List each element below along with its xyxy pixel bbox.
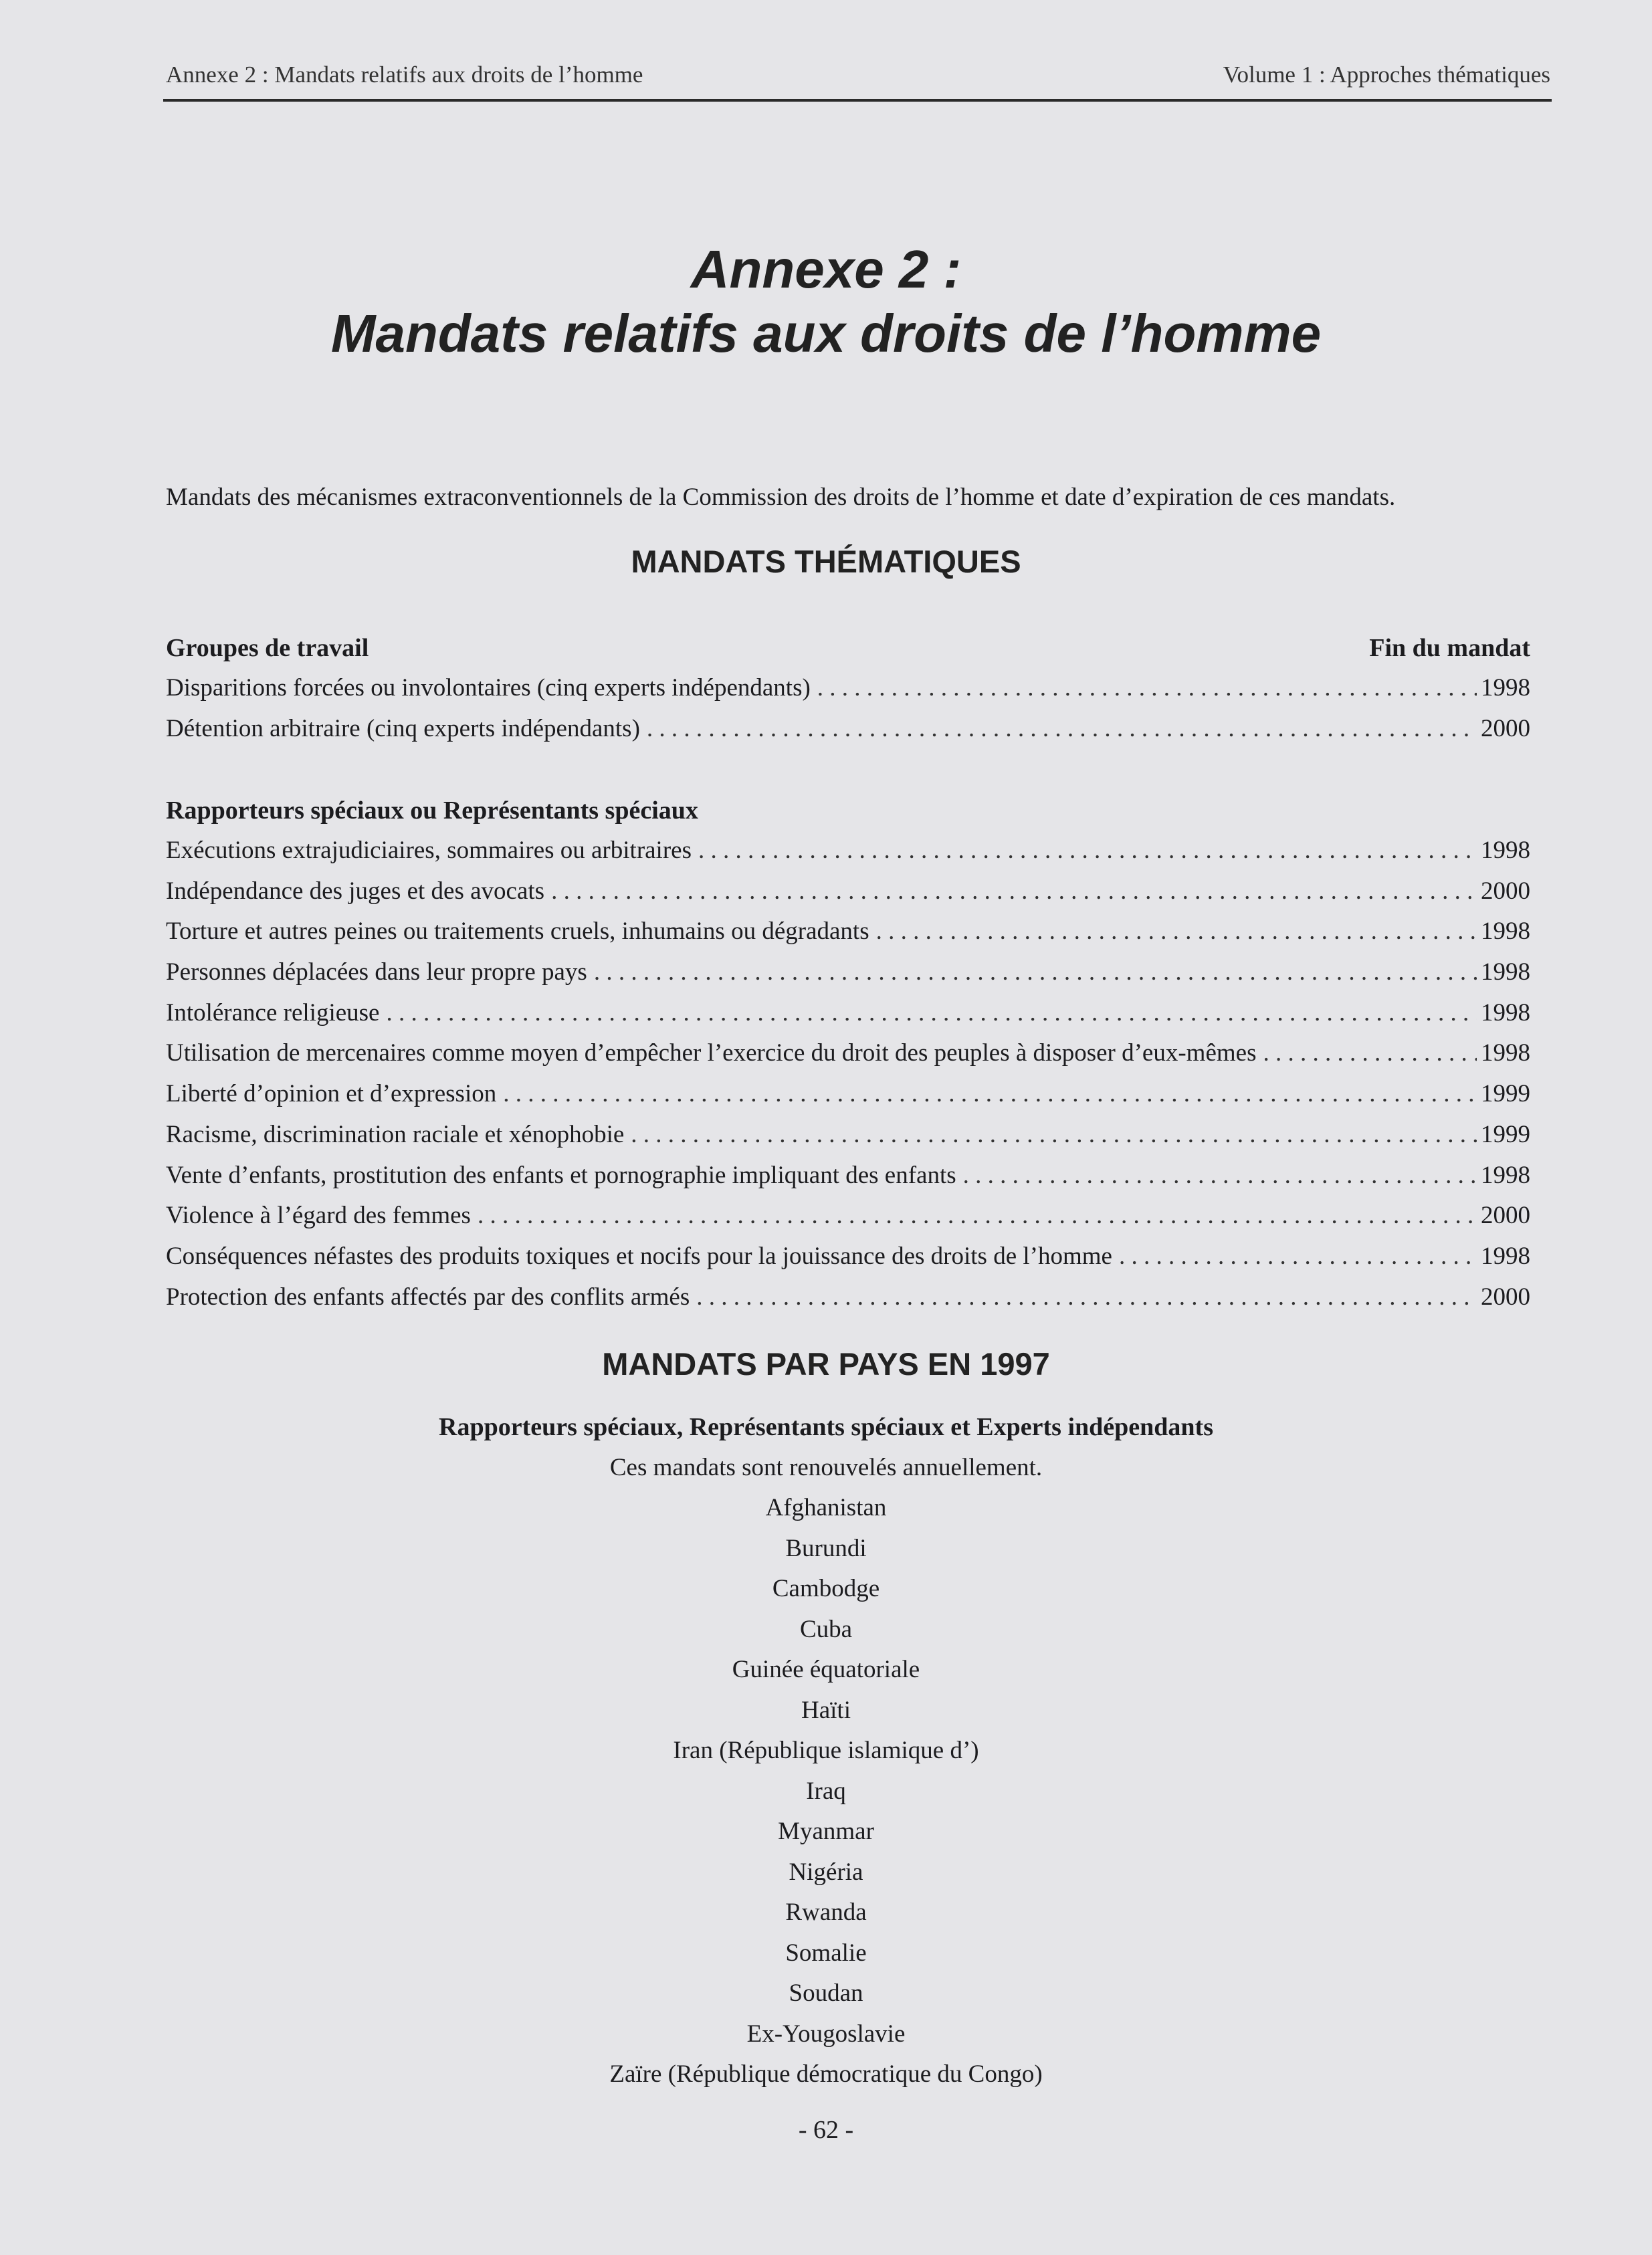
intro-paragraph: Mandats des mécanismes extraconventionnels de la Commission des droits de l’homme et date d’expiration de ces mandats. bbox=[166, 484, 1396, 511]
mandate-entry bbox=[166, 831, 1530, 871]
mandate-end-year: 1998 bbox=[1481, 998, 1530, 1027]
dot-leader bbox=[876, 911, 1477, 952]
dot-leader bbox=[631, 1115, 1477, 1155]
mandate-label: Conséquences néfastes des produits toxiques et nocifs pour la jouissance des droits de l’homme bbox=[166, 1242, 1112, 1270]
dot-leader bbox=[1119, 1237, 1477, 1277]
mandate-end-year: 1998 bbox=[1481, 1161, 1530, 1189]
mandate-end-year: 1998 bbox=[1481, 918, 1530, 946]
dot-leader bbox=[647, 709, 1477, 749]
dot-leader bbox=[551, 871, 1477, 911]
rapporteurs-heading: Rapporteurs spéciaux ou Représentants spéciaux bbox=[166, 796, 698, 825]
working-groups-heading: Groupes de travail bbox=[166, 634, 369, 662]
dot-leader bbox=[594, 952, 1477, 992]
mandate-end-year: 1998 bbox=[1481, 1039, 1530, 1067]
mandate-entry bbox=[166, 1196, 1530, 1237]
running-header-right: Volume 1 : Approches thématiques bbox=[1223, 62, 1550, 88]
header-rule bbox=[163, 99, 1552, 102]
mandate-label: Personnes déplacées dans leur propre pays bbox=[166, 958, 587, 986]
country-item: Soudan bbox=[789, 1979, 863, 2007]
country-item: Afghanistan bbox=[765, 1494, 887, 1521]
country-item: Somalie bbox=[785, 1939, 867, 1967]
mandate-end-year: 1999 bbox=[1481, 1120, 1530, 1148]
mandate-label: Vente d’enfants, prostitution des enfants et pornographie impliquant des enfants bbox=[166, 1161, 956, 1189]
mandate-label: Violence à l’égard des femmes bbox=[166, 1202, 471, 1230]
country-list bbox=[0, 1488, 1652, 2095]
mandate-label: Protection des enfants affectés par des conflits armés bbox=[166, 1283, 690, 1311]
mandate-entry bbox=[166, 871, 1530, 912]
mandate-label: Liberté d’opinion et d’expression bbox=[166, 1080, 497, 1108]
working-groups-list bbox=[166, 628, 1530, 749]
country-item: Burundi bbox=[785, 1534, 867, 1562]
country-item: Ex-Yougoslavie bbox=[746, 2020, 906, 2048]
mandate-entry bbox=[166, 911, 1530, 952]
mandate-entry bbox=[166, 993, 1530, 1034]
mandate-end-year: 1998 bbox=[1481, 958, 1530, 986]
dot-leader bbox=[963, 1156, 1477, 1196]
mandate-label: Torture et autres peines ou traitements cruels, inhumains ou dégradants bbox=[166, 918, 869, 946]
country-item: Rwanda bbox=[785, 1899, 867, 1926]
mandate-end-year: 2000 bbox=[1481, 877, 1530, 905]
country-subheading: Rapporteurs spéciaux, Représentants spéciaux et Experts indépendants bbox=[439, 1413, 1213, 1441]
mandate-entry bbox=[166, 1074, 1530, 1115]
mandate-label: Exécutions extrajudiciaires, sommaires ou arbitraires bbox=[166, 837, 692, 864]
mandate-entry bbox=[166, 952, 1530, 993]
mandate-entry bbox=[166, 1033, 1530, 1074]
title-line-2: Mandats relatifs aux droits de l’homme bbox=[330, 304, 1322, 363]
thematic-heading: MANDATS THÉMATIQUES bbox=[631, 544, 1021, 579]
mandate-label: Disparitions forcées ou involontaires (cinq experts indépendants) bbox=[166, 674, 811, 702]
dot-leader bbox=[386, 993, 1477, 1033]
working-groups-header bbox=[166, 628, 1530, 668]
rapporteurs-list bbox=[166, 790, 1530, 1317]
mandate-entry bbox=[166, 1115, 1530, 1156]
page-number: - 62 - bbox=[798, 2116, 854, 2144]
mandate-end-year: 2000 bbox=[1481, 1202, 1530, 1230]
country-item: Nigéria bbox=[789, 1858, 863, 1886]
dot-leader bbox=[817, 668, 1477, 708]
country-item: Myanmar bbox=[778, 1818, 874, 1845]
country-mandates bbox=[0, 1407, 1652, 2095]
end-of-mandate-column-head: Fin du mandat bbox=[1369, 634, 1530, 662]
running-header bbox=[166, 62, 1550, 88]
running-header-left: Annexe 2 : Mandats relatifs aux droits de l’homme bbox=[166, 62, 643, 88]
mandate-label: Racisme, discrimination raciale et xénophobie bbox=[166, 1120, 625, 1148]
dot-leader bbox=[696, 1277, 1477, 1317]
mandate-end-year: 1999 bbox=[1481, 1080, 1530, 1108]
country-item: Zaïre (République démocratique du Congo) bbox=[609, 2060, 1043, 2088]
dot-leader bbox=[1263, 1033, 1477, 1073]
mandate-end-year: 2000 bbox=[1481, 714, 1530, 742]
dot-leader bbox=[698, 831, 1477, 871]
country-item: Cambodge bbox=[772, 1575, 880, 1602]
page-title bbox=[0, 237, 1652, 366]
mandate-end-year: 2000 bbox=[1481, 1283, 1530, 1311]
mandate-end-year: 1998 bbox=[1481, 1242, 1530, 1270]
mandate-label: Intolérance religieuse bbox=[166, 998, 380, 1027]
mandate-label: Indépendance des juges et des avocats bbox=[166, 877, 545, 905]
country-item: Haïti bbox=[801, 1696, 851, 1724]
mandate-end-year: 1998 bbox=[1481, 674, 1530, 702]
country-item: Iraq bbox=[806, 1777, 846, 1805]
mandate-entry bbox=[166, 1237, 1530, 1277]
mandate-end-year: 1998 bbox=[1481, 837, 1530, 864]
country-item: Cuba bbox=[799, 1615, 853, 1643]
mandate-label: Utilisation de mercenaires comme moyen d’empêcher l’exercice du droit des peuples à disposer d’eux-mêmes bbox=[166, 1039, 1257, 1067]
mandate-entry bbox=[166, 668, 1530, 709]
mandate-entry bbox=[166, 1156, 1530, 1196]
mandate-entry bbox=[166, 709, 1530, 750]
dot-leader bbox=[503, 1074, 1477, 1114]
dot-leader bbox=[478, 1196, 1477, 1236]
country-item: Guinée équatoriale bbox=[732, 1656, 920, 1683]
country-heading: MANDATS PAR PAYS EN 1997 bbox=[602, 1346, 1050, 1382]
mandate-entry bbox=[166, 1277, 1530, 1318]
mandate-label: Détention arbitraire (cinq experts indépendants) bbox=[166, 714, 640, 742]
title-line-1: Annexe 2 : bbox=[690, 239, 962, 299]
country-item: Iran (République islamique d’) bbox=[673, 1737, 979, 1764]
renewal-note: Ces mandats sont renouvelés annuellement. bbox=[609, 1453, 1043, 1481]
